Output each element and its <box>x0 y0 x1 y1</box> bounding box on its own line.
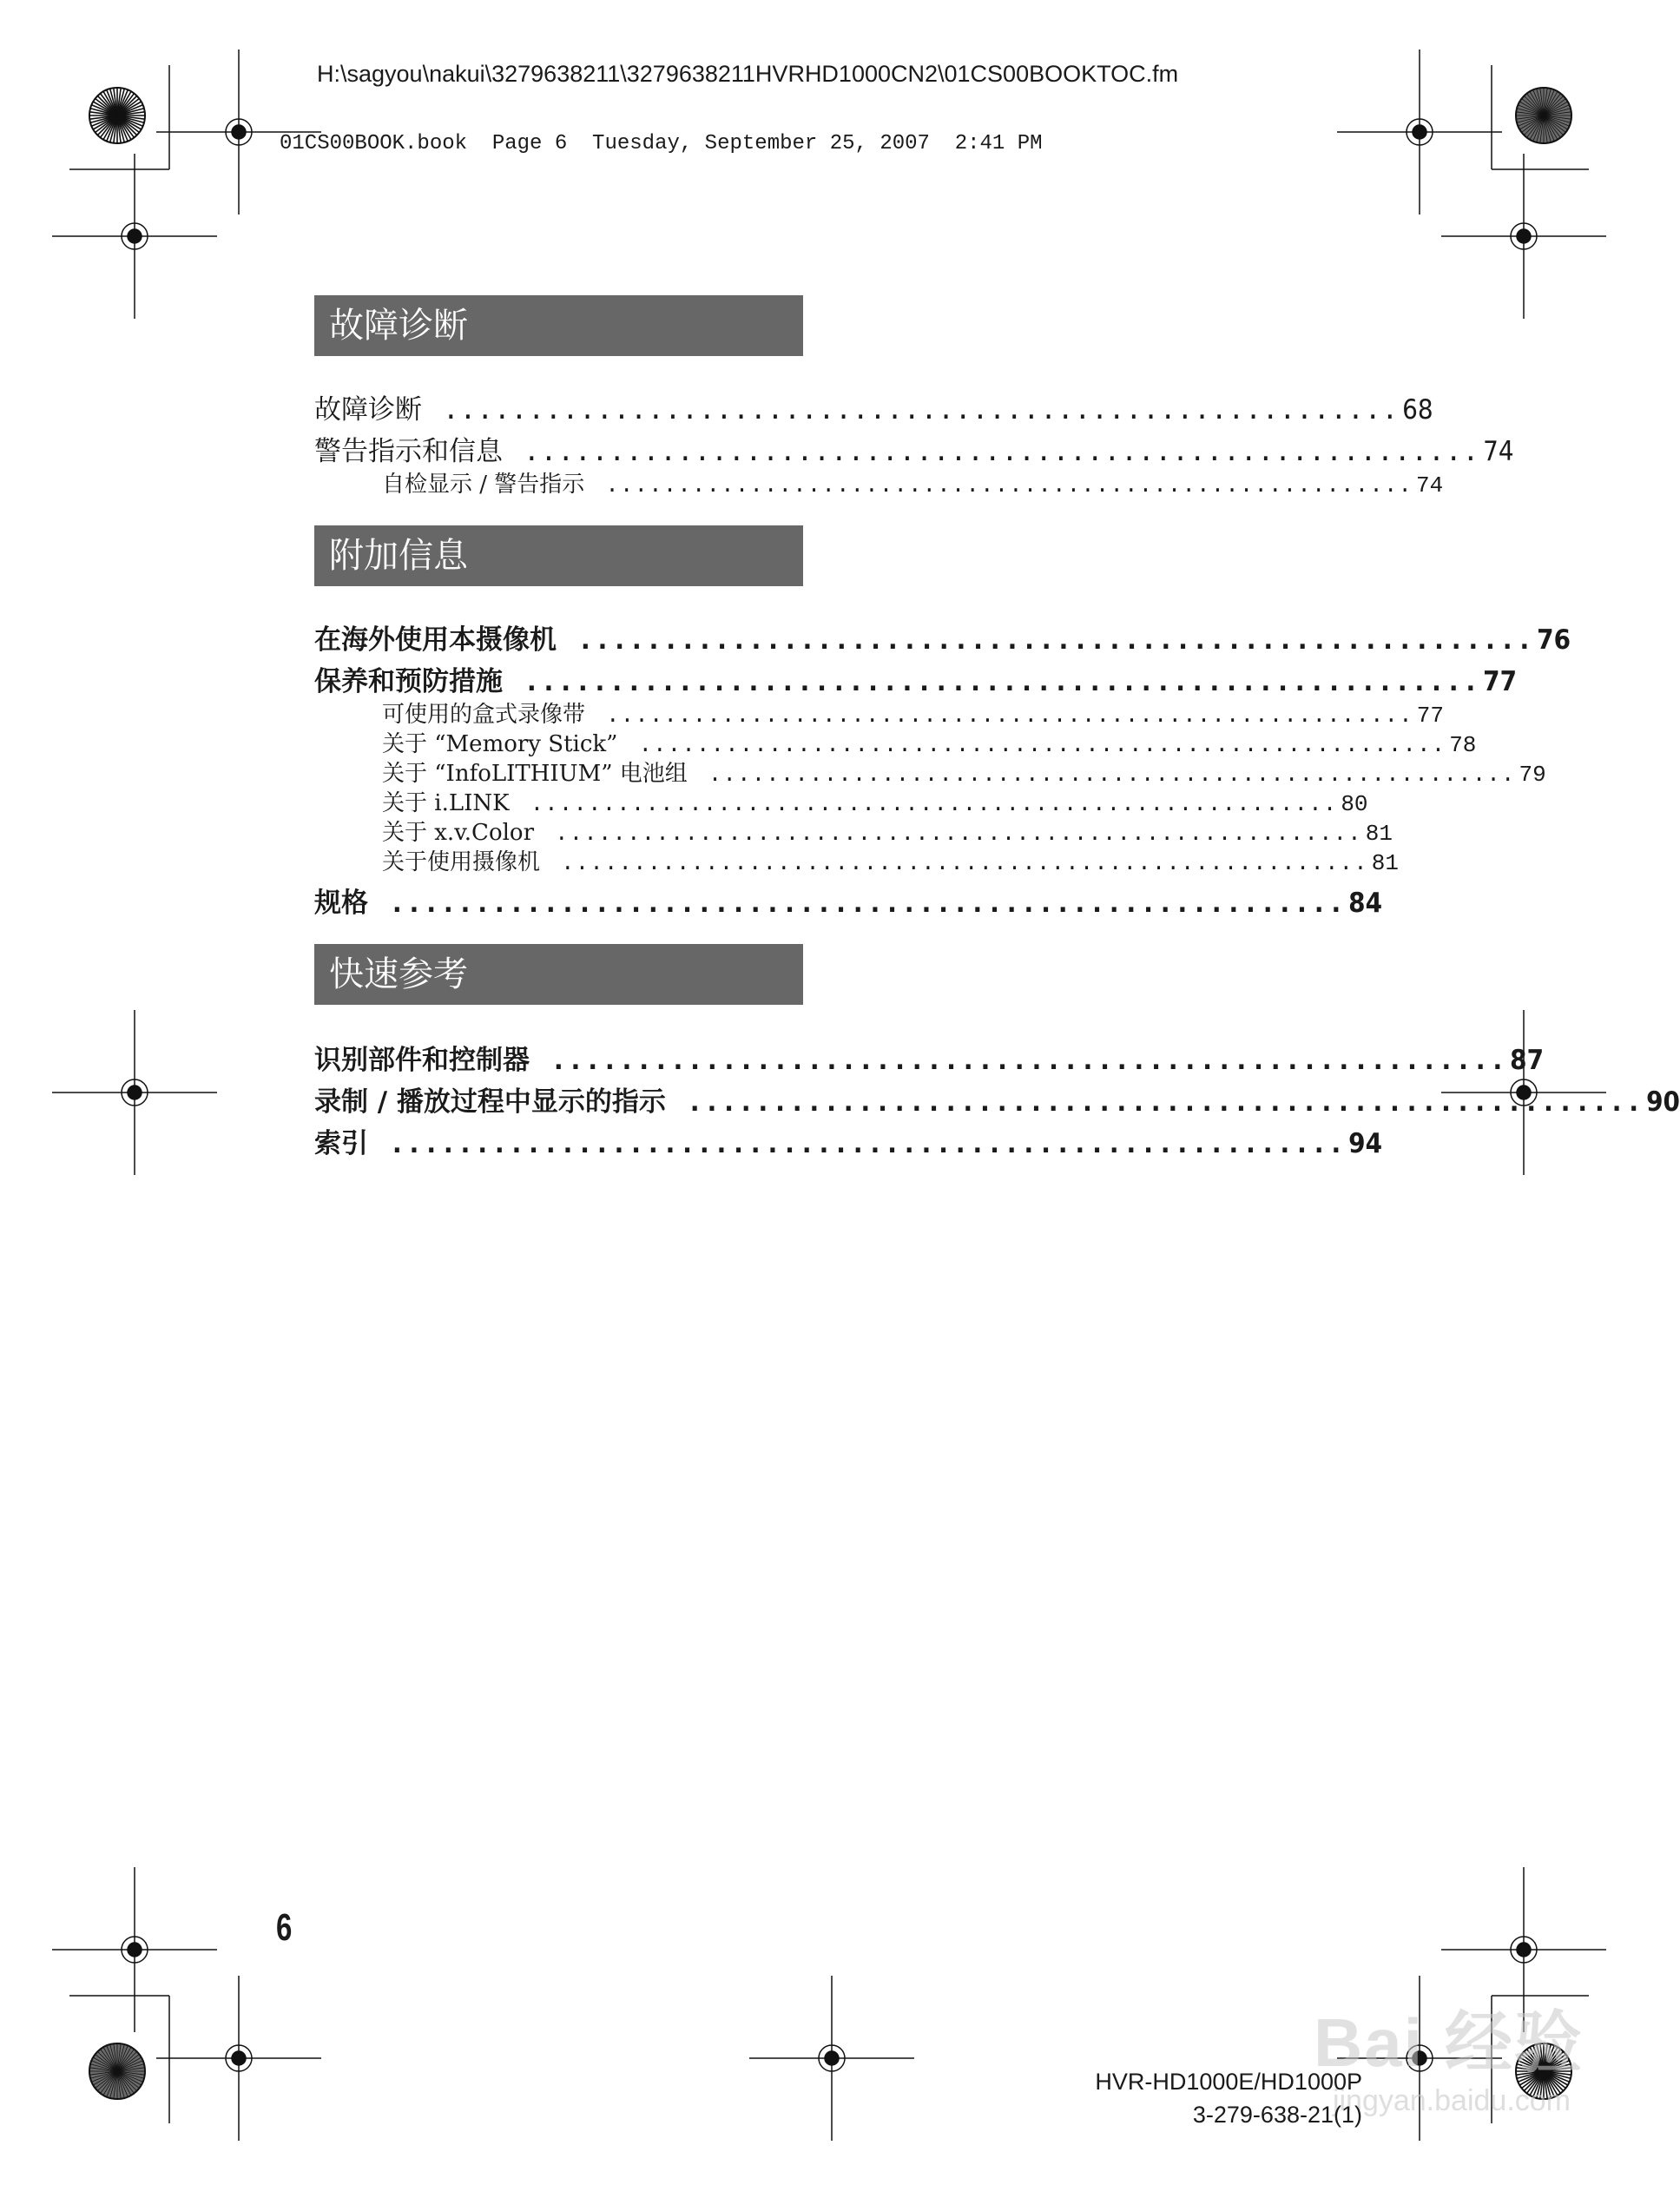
leader-dots: ........................................................ <box>577 624 1534 656</box>
toc-entry-page: 84 <box>1348 888 1382 919</box>
toc-entry-title: 录制 / 播放过程中显示的指示 <box>314 1086 666 1118</box>
leader-dots: ........................................................ <box>524 666 1480 697</box>
toc-entry-page: 76 <box>1537 624 1571 656</box>
toc-entry-page: 90 <box>1646 1086 1680 1118</box>
toc-entry-title: 规格 <box>314 888 368 919</box>
toc-entry-page: 74 <box>1483 436 1514 467</box>
toc-entry-title: 识别部件和控制器 <box>314 1045 530 1076</box>
toc-entry-title: 关于 x.v.Color <box>382 820 535 846</box>
registration-crosshair <box>52 1867 217 2032</box>
toc-entry <box>314 429 1514 468</box>
watermark-logo: Bai 经验 <box>1313 2004 1584 2081</box>
toc-subentry <box>382 844 1399 876</box>
toc-subentry <box>382 696 1444 729</box>
toc-subentry <box>382 726 1477 758</box>
toc-entry-title: 关于使用摄像机 <box>382 849 541 875</box>
registration-crosshair <box>52 1010 217 1175</box>
leader-dots: ........................................................ <box>555 821 1362 847</box>
model-number: HVR-HD1000E/HD1000P <box>1095 2069 1362 2095</box>
registration-target <box>89 2043 145 2099</box>
toc-entry-title: 关于 i.LINK <box>382 790 510 816</box>
toc-entry-title: 警告指示和信息 <box>314 436 503 467</box>
section-header: 快速参考 <box>314 944 803 1005</box>
part-number: 3-279-638-21(1) <box>1192 2102 1362 2128</box>
registration-crosshair <box>1441 154 1606 319</box>
toc-entry <box>314 1038 1544 1077</box>
toc-subentry <box>382 815 1393 847</box>
registration-target <box>1516 88 1571 143</box>
leader-dots: ........................................................ <box>443 394 1400 426</box>
toc-entry-page: 77 <box>1483 666 1517 697</box>
registration-target <box>89 88 145 143</box>
toc-entry-page: 87 <box>1510 1045 1544 1076</box>
file-path: H:\sagyou\nakui\3279638211\3279638211HVRHD1000CN2\01CS00BOOKTOC.fm <box>317 61 1179 87</box>
section-header: 故障诊断 <box>314 295 803 356</box>
toc-entry-title: 索引 <box>314 1128 368 1159</box>
section-header: 附加信息 <box>314 525 803 586</box>
toc-entry <box>314 659 1517 698</box>
registration-crosshair <box>1337 50 1502 215</box>
toc-entry-page: 94 <box>1348 1128 1382 1159</box>
watermark-url: jingyan.baidu.com <box>1332 2084 1571 2117</box>
toc-entry-title: 故障诊断 <box>314 394 422 426</box>
registration-crosshair <box>52 154 217 319</box>
toc-entry <box>314 1079 1680 1119</box>
toc-entry-page: 80 <box>1341 791 1368 817</box>
leader-dots: ........................................................ <box>530 791 1338 817</box>
leader-dots: ........................................................ <box>389 1128 1346 1159</box>
book-info: 01CS00BOOK.book Page 6 Tuesday, September 25, 2007 2:41 PM <box>280 132 1043 155</box>
toc-entry <box>314 387 1433 426</box>
toc-entry-title: 自检显示 / 警告指示 <box>382 472 585 498</box>
toc-entry <box>314 881 1382 920</box>
toc-entry-title: 关于 “Memory Stick” <box>382 731 618 757</box>
leader-dots: ........................................................ <box>708 762 1516 788</box>
toc-entry-page: 79 <box>1519 762 1546 788</box>
registration-crosshair <box>156 50 321 215</box>
leader-dots: ........................................................ <box>561 850 1368 876</box>
leader-dots: ........................................................ <box>524 436 1480 467</box>
toc-subentry <box>382 756 1546 788</box>
leader-dots: ........................................................ <box>638 732 1446 758</box>
toc-entry-title: 保养和预防措施 <box>314 666 503 697</box>
leader-dots: ........................................................ <box>605 472 1413 498</box>
toc-entry-page: 81 <box>1365 821 1393 847</box>
leader-dots: ........................................................ <box>686 1086 1644 1118</box>
toc-subentry <box>382 466 1444 498</box>
leader-dots: ........................................................ <box>550 1045 1507 1076</box>
leader-dots: ........................................................ <box>389 888 1346 919</box>
toc-entry <box>314 617 1571 657</box>
page-number: 6 <box>276 1906 293 1949</box>
registration-crosshair <box>156 1976 321 2141</box>
toc-entry-title: 可使用的盒式录像带 <box>382 702 586 728</box>
toc-entry-page: 78 <box>1449 732 1477 758</box>
toc-entry-title: 在海外使用本摄像机 <box>314 624 557 656</box>
toc-entry-page: 81 <box>1371 850 1399 876</box>
toc-entry-page: 68 <box>1402 394 1433 426</box>
toc-entry-page: 77 <box>1416 703 1444 729</box>
toc-entry-page: 74 <box>1416 472 1444 498</box>
toc-entry-title: 关于 “InfoLITHIUM” 电池组 <box>382 761 688 787</box>
toc-subentry <box>382 785 1368 817</box>
toc-entry <box>314 1121 1382 1160</box>
leader-dots: ........................................................ <box>606 703 1413 729</box>
registration-crosshair <box>749 1976 914 2141</box>
